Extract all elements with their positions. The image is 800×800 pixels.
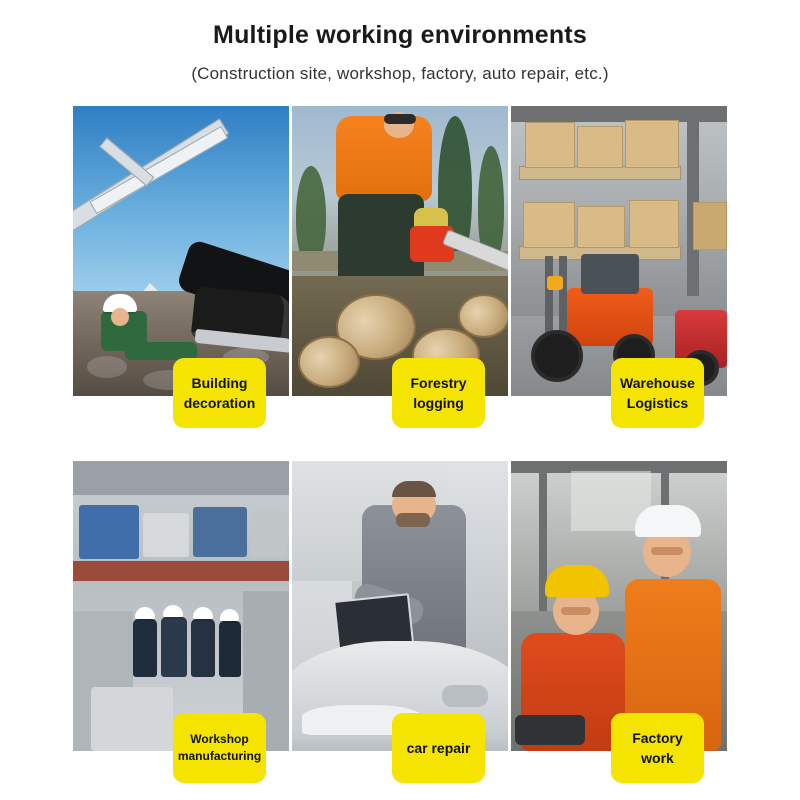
cardboard-box	[577, 206, 625, 248]
worker-figure	[191, 619, 215, 677]
cardboard-box	[577, 126, 623, 168]
photo-illustration	[292, 461, 508, 751]
badge-workshop-manufacturing	[173, 713, 266, 783]
page-title: Multiple working environments	[213, 21, 587, 49]
badge-line: Forestry	[410, 374, 467, 391]
beard	[396, 513, 430, 527]
badge-line: car repair	[406, 739, 471, 756]
car-mirror	[442, 685, 488, 707]
crane-boom-secondary-icon	[90, 126, 229, 214]
page-header	[0, 0, 800, 84]
worker-figure	[219, 621, 241, 677]
badge-building-decoration	[173, 358, 266, 428]
white-hardhat-icon	[220, 609, 239, 621]
safety-glasses-icon	[384, 114, 416, 124]
scene-grid	[0, 106, 800, 766]
cardboard-box	[625, 120, 679, 168]
machine-unit	[143, 513, 189, 557]
badge-warehouse-logistics	[611, 358, 704, 428]
power-tool-icon	[515, 715, 585, 745]
scene-card-forestry-logging	[292, 106, 508, 411]
photo-illustration	[73, 106, 289, 396]
photo-workshop-manufacturing	[73, 461, 289, 751]
forklift-cabin	[581, 254, 639, 294]
badge-forestry-logging	[392, 358, 485, 428]
photo-factory-work	[511, 461, 727, 751]
photo-car-repair	[292, 461, 508, 751]
scene-card-factory-work	[511, 461, 727, 766]
badge-line: logging	[413, 395, 464, 411]
cardboard-box	[525, 122, 575, 168]
red-platform	[73, 561, 289, 581]
yellow-hardhat-icon	[545, 565, 609, 597]
photo-illustration	[292, 106, 508, 396]
badge-line: Factory	[632, 729, 683, 746]
cardboard-box	[693, 202, 727, 250]
worker-figure	[133, 619, 157, 677]
photo-building-decoration	[73, 106, 289, 396]
badge-line: Warehouse	[620, 374, 695, 391]
warning-light-icon	[547, 276, 563, 290]
photo-illustration	[73, 461, 289, 751]
smile	[651, 547, 683, 555]
photo-forestry-logging	[292, 106, 508, 396]
badge-car-repair	[392, 713, 485, 783]
page-subtitle: (Construction site, workshop, factory, auto repair, etc.)	[191, 64, 609, 83]
badge-line: work	[641, 750, 674, 766]
badge-line: manufacturing	[177, 749, 262, 763]
column	[687, 106, 699, 296]
badge-factory-work	[611, 713, 704, 783]
photo-illustration	[511, 461, 727, 751]
scene-card-warehouse-logistics	[511, 106, 727, 411]
worker-figure	[161, 617, 187, 677]
machine-unit	[79, 505, 139, 559]
foreground-machine	[91, 687, 173, 751]
hair	[392, 481, 436, 497]
scene-card-building-decoration	[73, 106, 289, 411]
photo-illustration	[511, 106, 727, 396]
scene-card-workshop-manufacturing	[73, 461, 289, 763]
forklift-tire	[531, 330, 583, 382]
badge-line: Logistics	[626, 395, 689, 411]
rack-shelf	[519, 166, 681, 180]
badge-line: decoration	[183, 395, 256, 411]
roof-edge	[73, 495, 289, 505]
machine-unit	[193, 507, 247, 557]
roof-structure	[73, 461, 289, 495]
badge-line: Building	[191, 374, 248, 391]
log-round	[298, 336, 360, 388]
machine-unit	[251, 511, 287, 557]
white-hardhat-icon	[635, 505, 701, 537]
smile	[561, 607, 591, 615]
cardboard-box	[523, 202, 575, 248]
log-round	[458, 294, 508, 338]
rock-highlight	[87, 356, 127, 378]
cardboard-box	[629, 200, 679, 248]
worker-face	[111, 308, 129, 326]
scene-card-car-repair	[292, 461, 508, 756]
badge-line: Workshop	[190, 731, 249, 746]
photo-warehouse-logistics	[511, 106, 727, 396]
